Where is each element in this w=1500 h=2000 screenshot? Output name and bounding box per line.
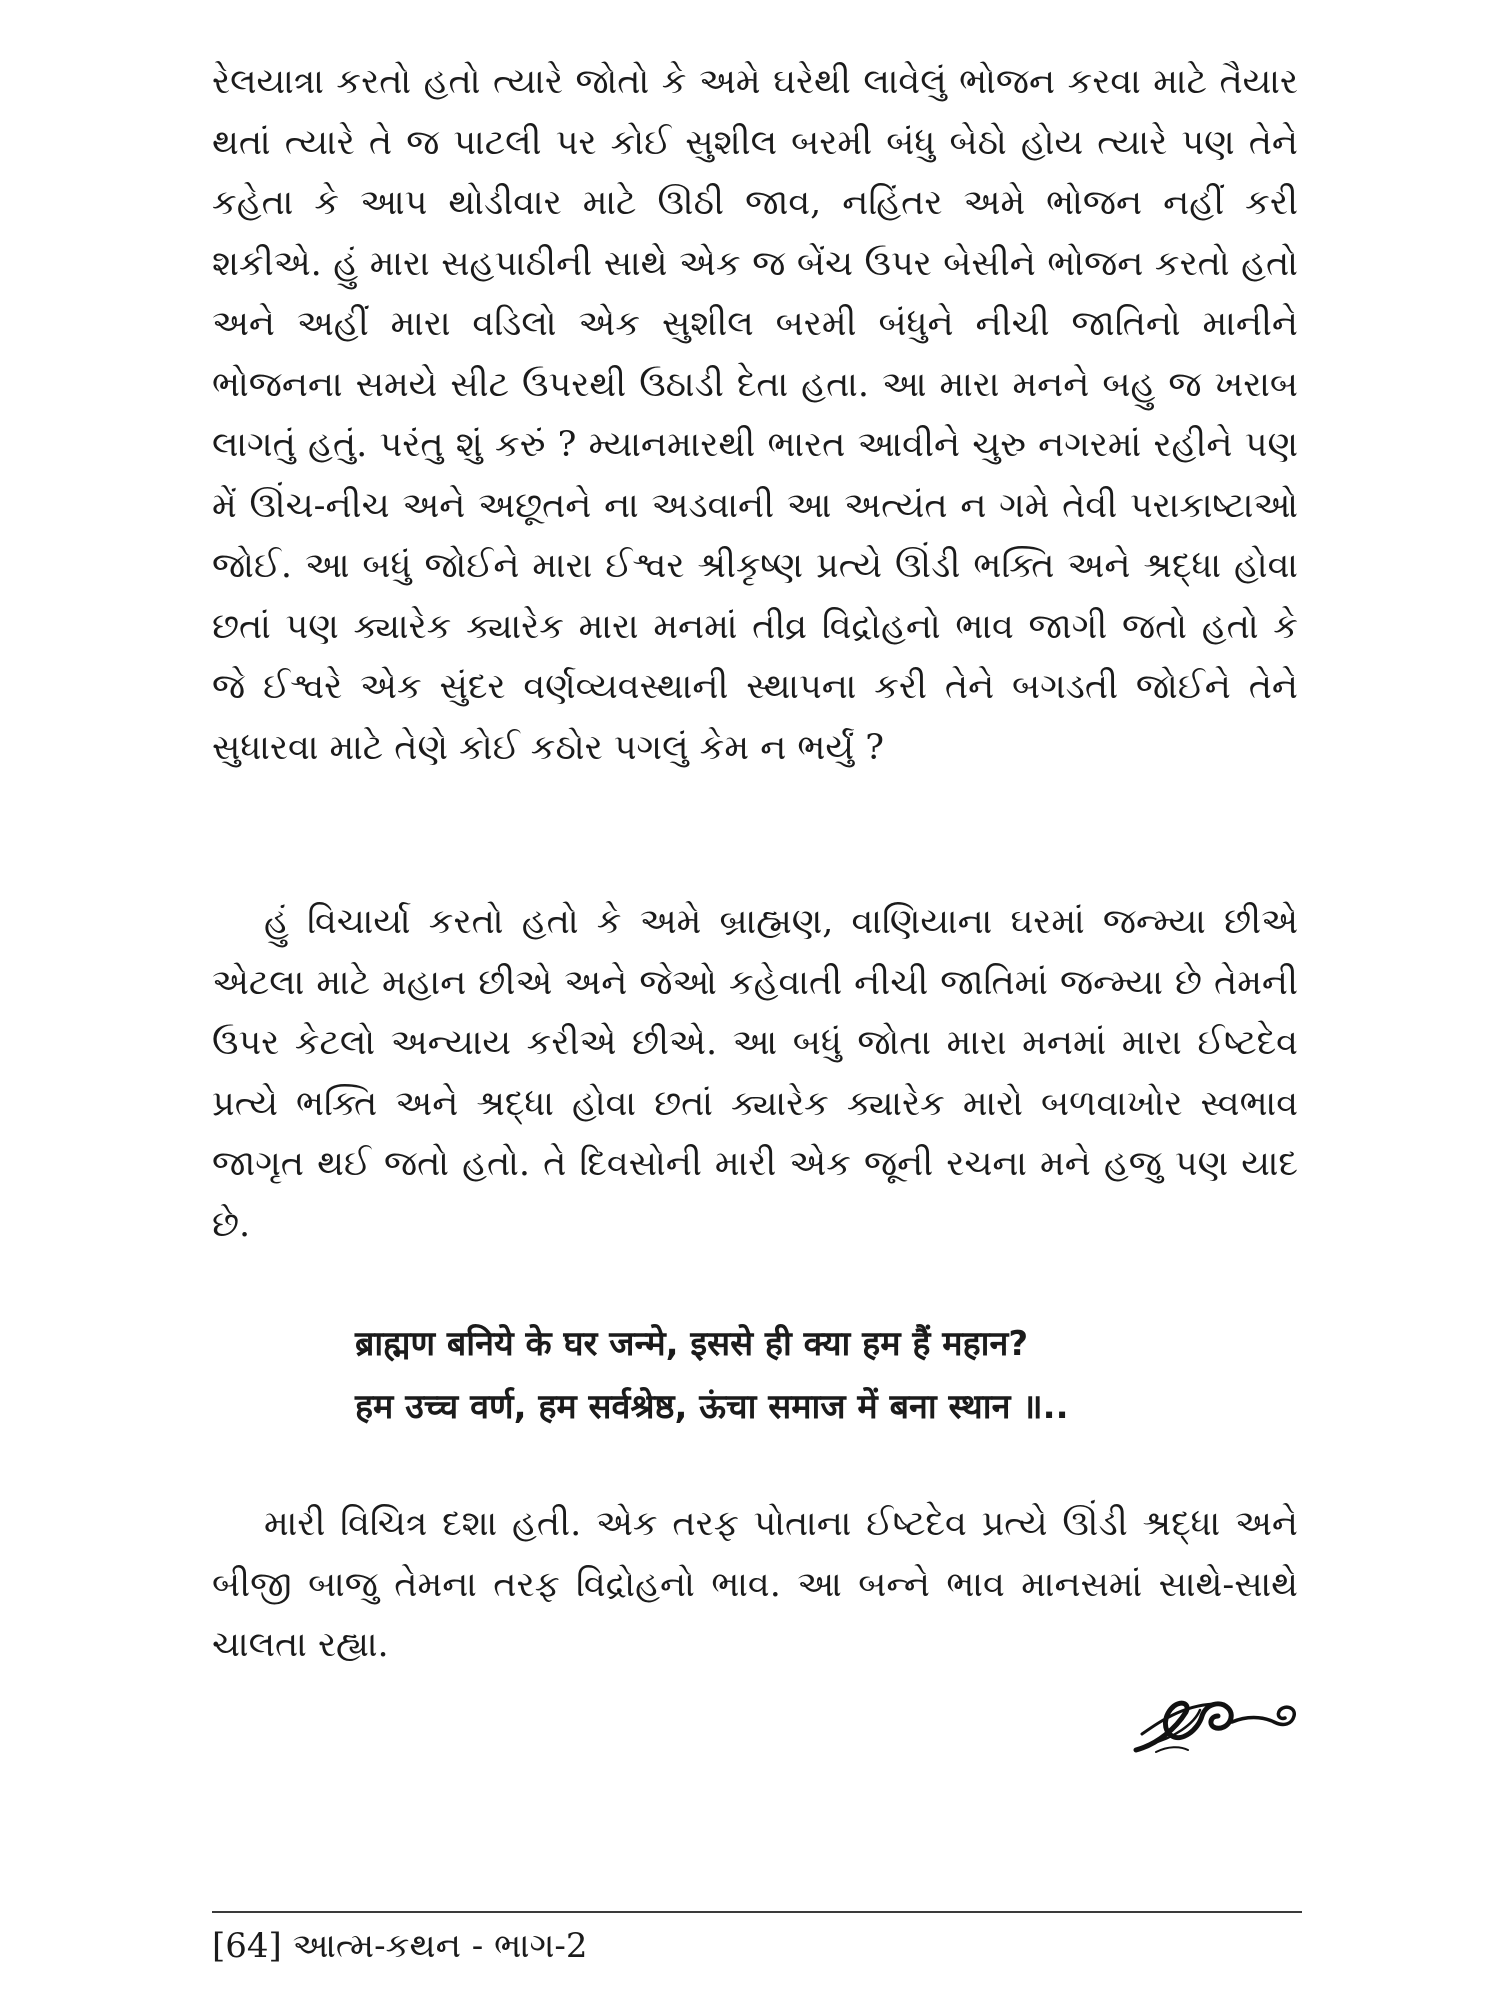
paragraph-1: રેલયાત્રા કરતો હતો ત્યારે જોતો કે અમે ઘરેથી લાવેલું ભોજન કરવા માટે તૈયાર થતાં ત્યારે તે જ પાટલી પર કોઈ સુશીલ બરમી બંધુ બેઠો હોય ત્યારે પણ તેને કહેતા કે આપ થોડીવાર માટે ઊઠી જાવ, નહિંતર અમે ભોજન નહીં કરી શકીએ. હું મારા સહપાઠીની સાથે એક જ બેંચ ઉપર બેસીને ભોજન કરતો હતો અને અહીં મારા વડિલો એક સુશીલ બરમી બંધુને નીચી જાતિનો માનીને ભોજનના સમયે સીટ ઉપરથી ઉઠાડી દેતા હતા. આ મારા મનને બહુ જ ખરાબ લાગતું હતું. પરંતુ શું કરું ? મ્યાનમારથી ભારત આવીને ચુરુ નગરમાં રહીને પણ મેં ઊંચ-નીચ અને અછૂતને ના અડવાની આ અત્યંત ન ગમે તેવી પરાકાષ્ટાઓ જોઈ. આ બધું જોઈને મારા ઈશ્વર શ્રીકૃષ્ણ પ્રત્યે ઊંડી ભક્તિ અને શ્રદ્ધા હોવા છતાં પણ ક્યારેક ક્યારેક મારા મનમાં તીવ્ર વિદ્રોહનો ભાવ જાગી જતો હતો કે જે ઈશ્વરે એક સુંદર વર્ણવ્યવસ્થાની સ્થાપના કરી તેને બગડતી જોઈને તેને સુધારવા માટે તેણે કોઈ કઠોર પગલું કેમ ન ભર્યું ? <box>212 62 1298 768</box>
verse-line-1: ब्राह्मण बनिये के घर जन्मे, इससे ही क्या हम हैं महान? <box>355 1324 1029 1364</box>
page-footer-label: [64] આત્મ-કથન - ભાગ-2 <box>212 1926 588 1966</box>
paragraph-3: મારી વિચિત્ર દશા હતી. એક તરફ પોતાના ઈષ્ટદેવ પ્રત્યે ઊંડી શ્રદ્ધા અને બીજી બાજુ તેમના તરફ વિદ્રોહનો ભાવ. આ બન્ને ભાવ માનસમાં સાથે-સાથે ચાલતા રહ્યા. <box>212 1504 1298 1665</box>
hindi-verse <box>355 1313 1255 1439</box>
paragraph-2: હું વિચાર્યા કરતો હતો કે અમે બ્રાહ્મણ, વાણિયાના ઘરમાં જન્મ્યા છીએ એટલા માટે મહાન છીએ અને જેઓ કહેવાતી નીચી જાતિમાં જન્મ્યા છે તેમની ઉપર કેટલો અન્યાય કરીએ છીએ. આ બધું જોતા મારા મનમાં મારા ઈષ્ટદેવ પ્રત્યે ભક્તિ અને શ્રદ્ધા હોવા છતાં ક્યારેક ક્યારેક મારો બળવાખોર સ્વભાવ જાગૃત થઈ જતો હતો. તે દિવસોની મારી એક જૂની રચના મને હજુ પણ યાદ છે. <box>212 902 1298 1245</box>
verse-line-2: हम उच्च वर्ण, हम सर्वश्रेष्ठ, ऊंचा समाज में बना स्थान ॥.. <box>355 1387 1069 1427</box>
footer-rule <box>212 1911 1302 1913</box>
flourish-ornament-icon <box>1128 1694 1303 1756</box>
